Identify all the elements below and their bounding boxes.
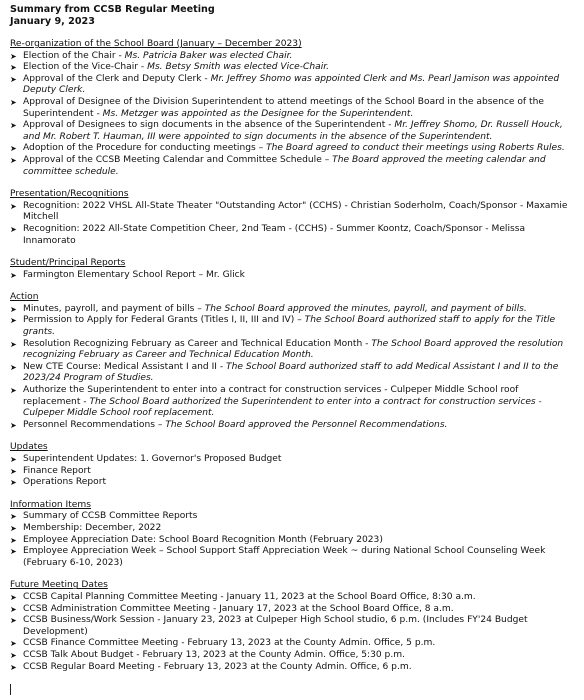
- item-list: [10, 201, 576, 247]
- section: [10, 292, 576, 431]
- list-item: [10, 650, 576, 662]
- list-item: [10, 97, 576, 120]
- list-item: [10, 155, 576, 178]
- item-text: CCSB Finance Committee Meeting - February 13, 2023 at the County Admin. Office, 5 p.m.: [23, 638, 436, 649]
- section-heading: Student/Principal Reports: [10, 258, 126, 269]
- item-text: CCSB Regular Board Meeting - February 13, 2023 at the County Admin. Office, 6 p.m.: [23, 661, 412, 672]
- list-item: [10, 120, 576, 143]
- arrow-bullet-icon: ➤: [10, 51, 17, 61]
- item-text: Approval of the Clerk and Deputy Clerk -: [23, 73, 211, 84]
- arrow-bullet-icon: ➤: [10, 592, 17, 602]
- item-outcome: The School Board approved the minutes, payroll, and payment of bills.: [204, 303, 527, 314]
- arrow-bullet-icon: ➤: [10, 386, 17, 396]
- section-heading: Future Meeting Dates: [10, 580, 108, 591]
- item-text: CCSB Business/Work Session - January 23, 2023 at Culpeper High School studio, 6 p.m. (Includes FY'24 Budget Development): [23, 615, 528, 637]
- item-text: Approval of Designees to sign documents in the absence of the Superintendent -: [23, 120, 395, 131]
- document-title: Summary from CCSB Regular Meeting: [10, 4, 215, 15]
- item-text: Authorize the Superintendent to enter into a contract for construction services - Culpeper Middle School roof replacement -: [23, 385, 519, 407]
- arrow-bullet-icon: ➤: [10, 420, 17, 430]
- item-outcome: The Board approved the meeting calendar and committee schedule.: [23, 154, 546, 177]
- item-list: [10, 270, 576, 282]
- item-text: CCSB Administration Committee Meeting - January 17, 2023 at the School Board Office, 8 a.m.: [23, 603, 454, 614]
- item-list: [10, 511, 576, 569]
- list-item: [10, 466, 576, 478]
- item-text: Adoption of the Procedure for conducting meetings –: [23, 143, 267, 154]
- arrow-bullet-icon: ➤: [10, 455, 17, 464]
- section: [10, 580, 576, 673]
- list-item: [10, 604, 576, 616]
- item-text: Permission to Apply for Federal Grants (Titles I, II, III and IV) –: [23, 315, 305, 326]
- list-item: [10, 339, 576, 362]
- item-outcome: The School Board authorized staff to add Medical Assistant I and II to the 2023/24 Program of Studies.: [23, 361, 559, 384]
- section-heading: Information Items: [10, 499, 91, 510]
- arrow-bullet-icon: ➤: [10, 201, 17, 211]
- arrow-bullet-icon: ➤: [10, 523, 17, 533]
- item-text: Summary of CCSB Committee Reports: [23, 511, 198, 522]
- arrow-bullet-icon: ➤: [10, 304, 17, 314]
- item-text: Personnel Recommendations –: [23, 419, 166, 430]
- list-item: [10, 201, 576, 224]
- arrow-bullet-icon: ➤: [10, 639, 17, 649]
- arrow-bullet-icon: ➤: [10, 339, 17, 349]
- item-text: Approval of Designee of the Division Superintendent to attend meetings of the School Board in the absence of the Superintendent -: [23, 96, 544, 119]
- list-item: [10, 304, 576, 316]
- list-item: [10, 546, 576, 569]
- arrow-bullet-icon: ➤: [10, 512, 17, 522]
- arrow-bullet-icon: ➤: [10, 144, 17, 154]
- item-text: Employee Appreciation Date: School Board Recognition Month (February 2023): [23, 534, 383, 545]
- list-item: [10, 143, 576, 155]
- item-list: [10, 51, 576, 179]
- arrow-bullet-icon: ➤: [10, 155, 17, 165]
- item-outcome: The School Board approved the Personnel Recommendations.: [165, 419, 448, 430]
- document-body: [10, 4, 576, 673]
- list-item: [10, 662, 576, 674]
- item-outcome: The School Board authorized staff to apply for the Title grants.: [23, 315, 556, 338]
- section-heading: Re-organization of the School Board (January – December 2023): [10, 39, 302, 49]
- list-item: [10, 362, 576, 385]
- list-item: [10, 51, 576, 63]
- arrow-bullet-icon: ➤: [10, 616, 17, 626]
- item-outcome: Mr. Jeffrey Shomo was appointed Clerk and Ms. Pearl Jamison was appointed Deputy Clerk.: [23, 73, 560, 96]
- item-text: Recognition: 2022 VHSL All-State Theater "Outstanding Actor" (CCHS) - Christian Soderholm, Coach/Sponsor - Maxamie Mitchell: [23, 200, 568, 223]
- section-heading: Presentation/Recognitions: [10, 189, 129, 200]
- item-outcome: Ms. Metzger was appointed as the Designee for the Superintendent.: [102, 108, 414, 119]
- arrow-bullet-icon: ➤: [10, 535, 17, 545]
- item-list: [10, 304, 576, 432]
- section: [10, 258, 576, 281]
- arrow-bullet-icon: ➤: [10, 63, 17, 73]
- arrow-bullet-icon: ➤: [10, 74, 17, 84]
- sections-container: [10, 39, 576, 673]
- list-item: [10, 477, 576, 489]
- section: [10, 189, 576, 247]
- arrow-bullet-icon: ➤: [10, 270, 17, 280]
- item-text: Recognition: 2022 All-State Competition Cheer, 2nd Team - (CCHS) - Summer Koontz, Coach/Sponsor - Melissa Innamorato: [23, 223, 526, 246]
- item-list: [10, 454, 576, 489]
- section-heading: Updates: [10, 442, 48, 453]
- item-outcome: The School Board authorized the Superintendent to enter into a contract for construction services - Culpeper Middle School roof replacement.: [23, 396, 542, 419]
- section-heading: Action: [10, 292, 39, 303]
- item-text: Approval of the CCSB Meeting Calendar and Committee Schedule –: [23, 154, 333, 165]
- list-item: [10, 270, 576, 282]
- item-outcome: Ms. Betsy Smith was elected Vice-Chair.: [147, 62, 330, 73]
- list-item: [10, 385, 576, 420]
- item-outcome: The School Board approved the resolution recognizing February as Career and Technical Education Month.: [23, 338, 564, 361]
- section: [10, 500, 576, 570]
- list-item: [10, 454, 576, 466]
- item-text: Membership: December, 2022: [23, 522, 162, 533]
- list-item: [10, 74, 576, 97]
- arrow-bullet-icon: ➤: [10, 121, 17, 131]
- list-item: [10, 592, 576, 604]
- item-text: Employee Appreciation Week – School Support Staff Appreciation Week ~ during National School Counseling Week (February 6-10, 2023): [23, 546, 546, 568]
- arrow-bullet-icon: ➤: [10, 547, 17, 557]
- item-text: Farmington Elementary School Report – Mr. Glick: [23, 269, 245, 280]
- list-item: [10, 315, 576, 338]
- item-text: Operations Report: [23, 477, 107, 488]
- section: [10, 39, 576, 178]
- list-item: [10, 224, 576, 247]
- item-outcome: The Board agreed to conduct their meetings using Roberts Rules.: [266, 143, 565, 154]
- document-date: January 9, 2023: [10, 16, 95, 27]
- arrow-bullet-icon: ➤: [10, 478, 17, 488]
- arrow-bullet-icon: ➤: [10, 650, 17, 660]
- item-text: Resolution Recognizing February as Career and Technical Education Month -: [23, 338, 372, 349]
- text-cursor: [10, 684, 11, 695]
- arrow-bullet-icon: ➤: [10, 362, 17, 372]
- arrow-bullet-icon: ➤: [10, 97, 17, 107]
- item-text: Superintendent Updates: 1. Governor's Proposed Budget: [23, 454, 282, 464]
- item-text: Finance Report: [23, 465, 91, 476]
- item-text: Election of the Vice-Chair -: [23, 62, 148, 73]
- list-item: [10, 638, 576, 650]
- item-text: CCSB Talk About Budget - February 13, 2023 at the County Admin. Office, 5:30 p.m.: [23, 649, 405, 660]
- list-item: [10, 615, 576, 638]
- list-item: [10, 523, 576, 535]
- arrow-bullet-icon: ➤: [10, 604, 17, 614]
- list-item: [10, 535, 576, 547]
- item-outcome: Mr. Jeffrey Shomo, Dr. Russell Houck, and Mr. Robert T. Hauman, III were appointed to sign documents in the absence of the Superintendent.: [23, 120, 563, 142]
- arrow-bullet-icon: ➤: [10, 662, 17, 672]
- arrow-bullet-icon: ➤: [10, 466, 17, 476]
- arrow-bullet-icon: ➤: [10, 316, 17, 326]
- item-text: CCSB Capital Planning Committee Meeting - January 11, 2023 at the School Board Office, 8:30 a.m.: [23, 591, 476, 602]
- item-list: [10, 592, 576, 673]
- list-item: [10, 62, 576, 74]
- arrow-bullet-icon: ➤: [10, 224, 17, 234]
- item-text: Election of the Chair -: [23, 50, 125, 61]
- list-item: [10, 420, 576, 432]
- item-outcome: Ms. Patricia Baker was elected Chair.: [124, 50, 293, 61]
- section: [10, 442, 576, 488]
- list-item: [10, 511, 576, 523]
- item-text: Minutes, payroll, and payment of bills –: [23, 303, 205, 314]
- item-text: New CTE Course: Medical Assistant I and II -: [23, 361, 227, 372]
